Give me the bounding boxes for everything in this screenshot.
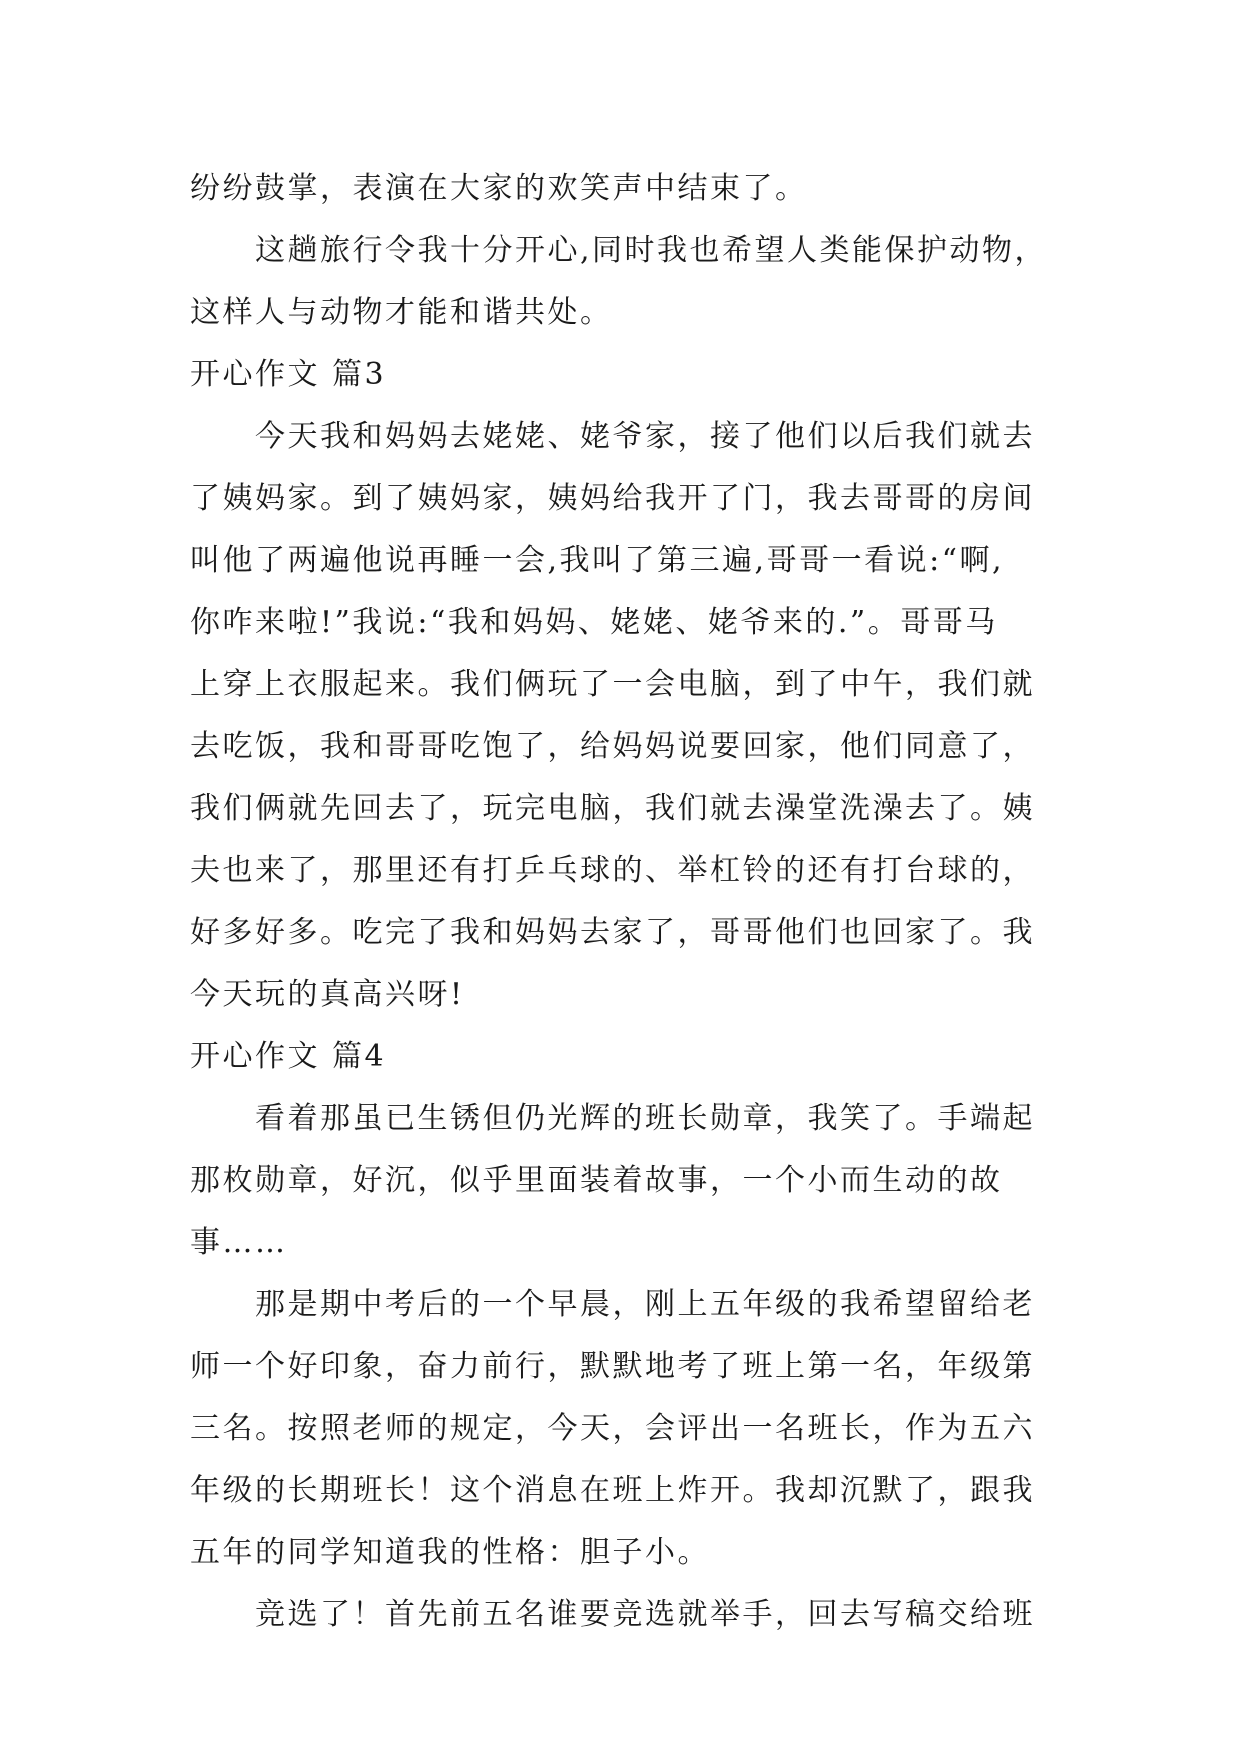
paragraph-line: 好多好多。吃完了我和妈妈去家了，哥哥他们也回家了。我 bbox=[190, 915, 1035, 950]
paragraph-line: 纷纷鼓掌，表演在大家的欢笑声中结束了。 bbox=[190, 171, 808, 206]
paragraph-line: 叫他了两遍他说再睡一会,我叫了第三遍,哥哥一看说:“啊, bbox=[190, 543, 1005, 578]
paragraph-line: 我们俩就先回去了，玩完电脑，我们就去澡堂洗澡去了。姨 bbox=[190, 791, 1035, 826]
paragraph-line: 竞选了！首先前五名谁要竞选就举手，回去写稿交给班 bbox=[255, 1597, 1035, 1632]
paragraph-line: 了姨妈家。到了姨妈家，姨妈给我开了门，我去哥哥的房间 bbox=[190, 481, 1035, 516]
paragraph-line: 师一个好印象，奋力前行，默默地考了班上第一名，年级第 bbox=[190, 1349, 1035, 1384]
section-heading: 开心作文 篇4 bbox=[190, 1039, 387, 1074]
paragraph-line: 今天我和妈妈去姥姥、姥爷家，接了他们以后我们就去 bbox=[255, 419, 1035, 454]
paragraph-line: 五年的同学知道我的性格：胆子小。 bbox=[190, 1535, 710, 1570]
paragraph-line: 这趟旅行令我十分开心,同时我也希望人类能保护动物， bbox=[255, 233, 1048, 268]
paragraph-line: 夫也来了，那里还有打乒乓球的、举杠铃的还有打台球的， bbox=[190, 853, 1035, 888]
paragraph-line: 今天玩的真高兴呀! bbox=[190, 977, 465, 1012]
paragraph-line: 你咋来啦!”我说:“我和妈妈、姥姥、姥爷来的.”。哥哥马 bbox=[190, 605, 998, 640]
document-body bbox=[190, 158, 1070, 1646]
paragraph-line: 这样人与动物才能和谐共处。 bbox=[190, 295, 613, 330]
paragraph-line: 那是期中考后的一个早晨，刚上五年级的我希望留给老 bbox=[255, 1287, 1035, 1322]
section-heading: 开心作文 篇3 bbox=[190, 357, 387, 392]
paragraph-line: 事…… bbox=[190, 1225, 288, 1260]
paragraph-line: 上穿上衣服起来。我们俩玩了一会电脑，到了中午，我们就 bbox=[190, 667, 1035, 702]
paragraph-line: 年级的长期班长！这个消息在班上炸开。我却沉默了，跟我 bbox=[190, 1473, 1035, 1508]
paragraph-line: 三名。按照老师的规定，今天，会评出一名班长，作为五六 bbox=[190, 1411, 1035, 1446]
paragraph-line: 去吃饭，我和哥哥吃饱了，给妈妈说要回家，他们同意了， bbox=[190, 729, 1035, 764]
paragraph-line: 那枚勋章，好沉，似乎里面装着故事，一个小而生动的故 bbox=[190, 1163, 1003, 1198]
paragraph-line: 看着那虽已生锈但仍光辉的班长勋章，我笑了。手端起 bbox=[255, 1101, 1035, 1136]
